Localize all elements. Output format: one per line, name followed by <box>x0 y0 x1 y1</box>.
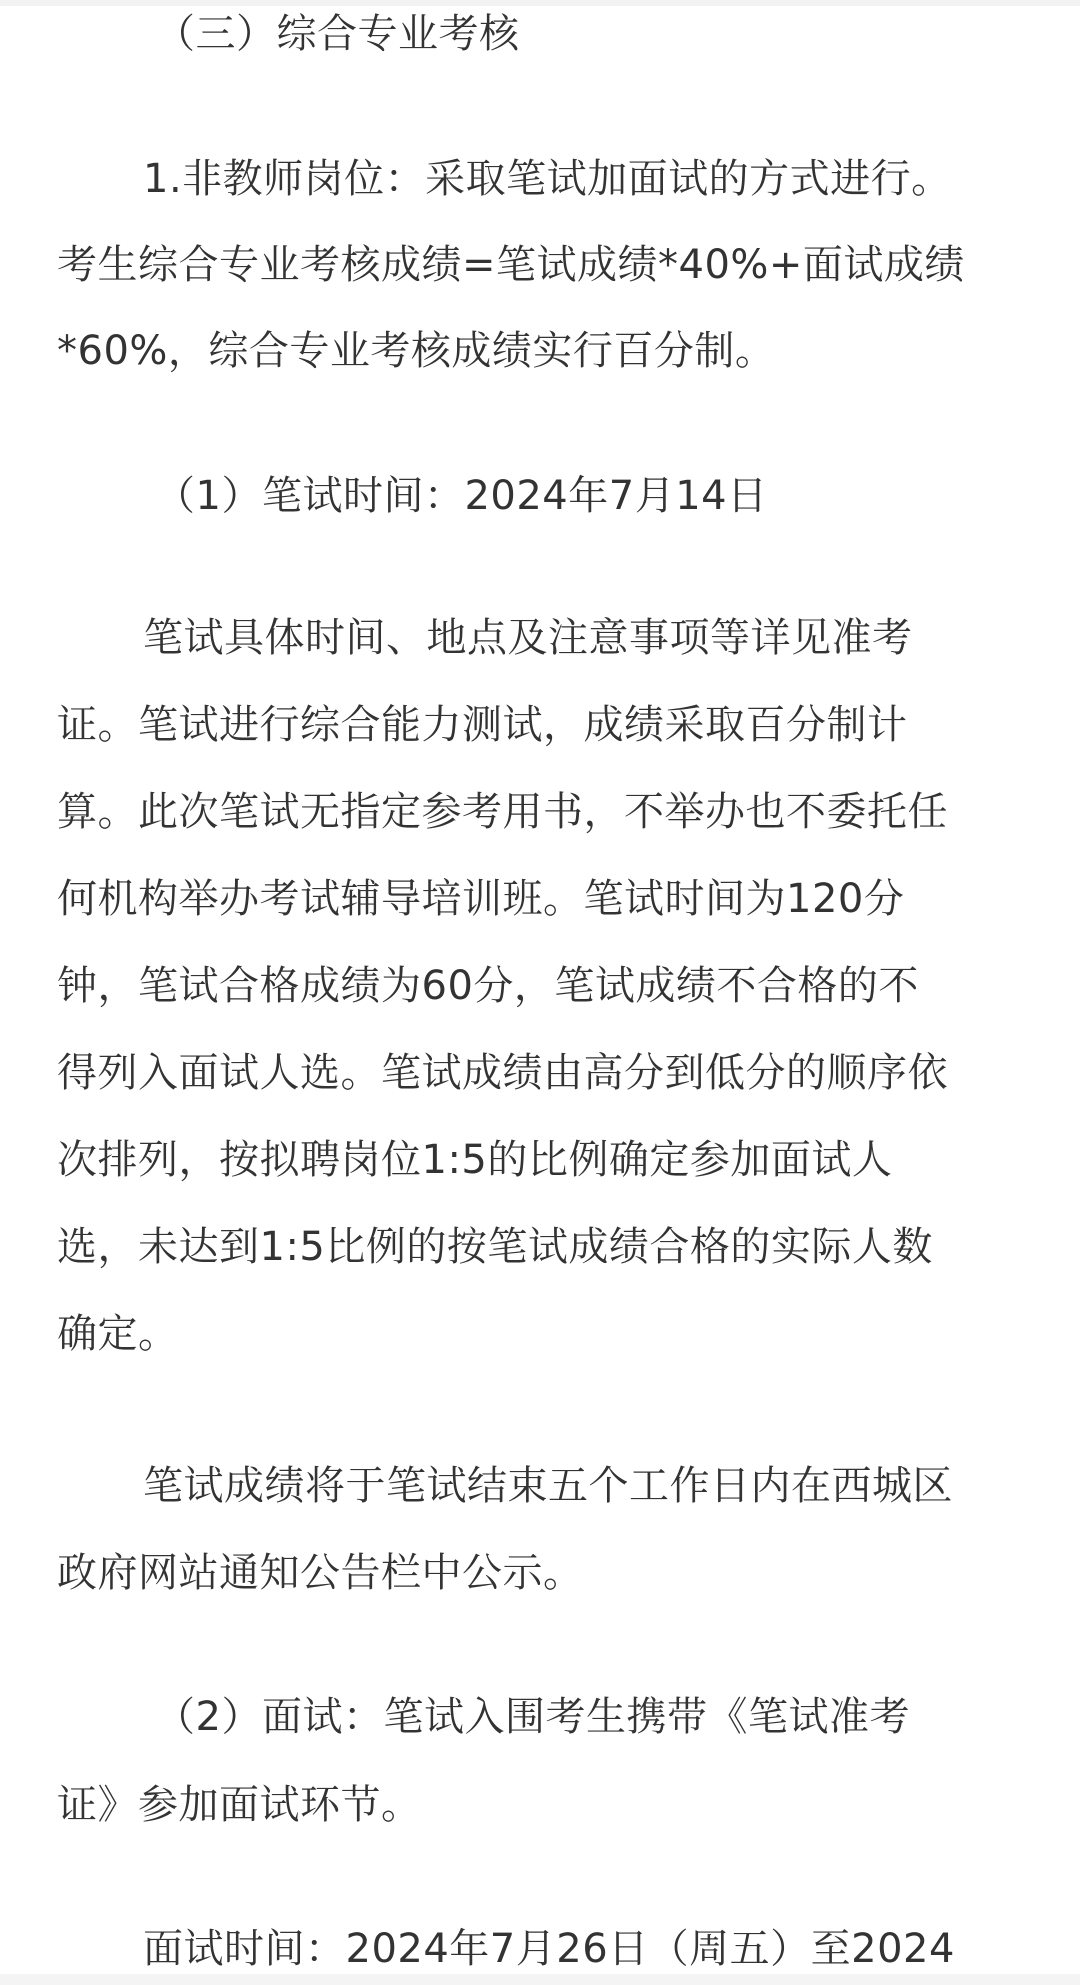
paragraph-line: 证。笔试进行综合能力测试，成绩采取百分制计 <box>57 702 908 748</box>
paragraph-line: 得列入面试人选。笔试成绩由高分到低分的顺序依 <box>57 1050 948 1096</box>
section-title: （三）综合专业考核 <box>155 11 520 57</box>
paragraph-line: *60%，综合专业考核成绩实行百分制。 <box>57 328 776 374</box>
bottom-edge <box>0 1974 1080 1985</box>
paragraph-line: 笔试成绩将于笔试结束五个工作日内在西城区 <box>143 1463 953 1509</box>
paragraph-line: 考生综合专业考核成绩=笔试成绩*40%+面试成绩 <box>57 242 965 288</box>
paragraph-line: 1.非教师岗位：采取笔试加面试的方式进行。 <box>143 156 952 202</box>
interview-time: 面试时间：2024年7月26日（周五）至2024 <box>143 1926 955 1972</box>
paragraph-line: 证》参加面试环节。 <box>57 1782 422 1828</box>
paragraph-line: 选，未达到1:5比例的按笔试成绩合格的实际人数 <box>57 1224 933 1270</box>
paragraph-line: 算。此次笔试无指定参考用书，不举办也不委托任 <box>57 789 948 835</box>
written-exam-time: （1）笔试时间：2024年7月14日 <box>155 473 768 519</box>
paragraph-line: 确定。 <box>57 1311 179 1357</box>
paragraph-line: 政府网站通知公告栏中公示。 <box>57 1550 584 1596</box>
paragraph-line: 笔试具体时间、地点及注意事项等详见准考 <box>143 615 913 661</box>
paragraph-line: 次排列，按拟聘岗位1:5的比例确定参加面试人 <box>57 1137 893 1183</box>
paragraph-line: 何机构举办考试辅导培训班。笔试时间为120分 <box>57 876 905 922</box>
interview-notice: （2）面试：笔试入围考生携带《笔试准考 <box>155 1694 910 1740</box>
top-edge <box>0 0 1080 6</box>
paragraph-line: 钟，笔试合格成绩为60分，笔试成绩不合格的不 <box>57 963 919 1009</box>
